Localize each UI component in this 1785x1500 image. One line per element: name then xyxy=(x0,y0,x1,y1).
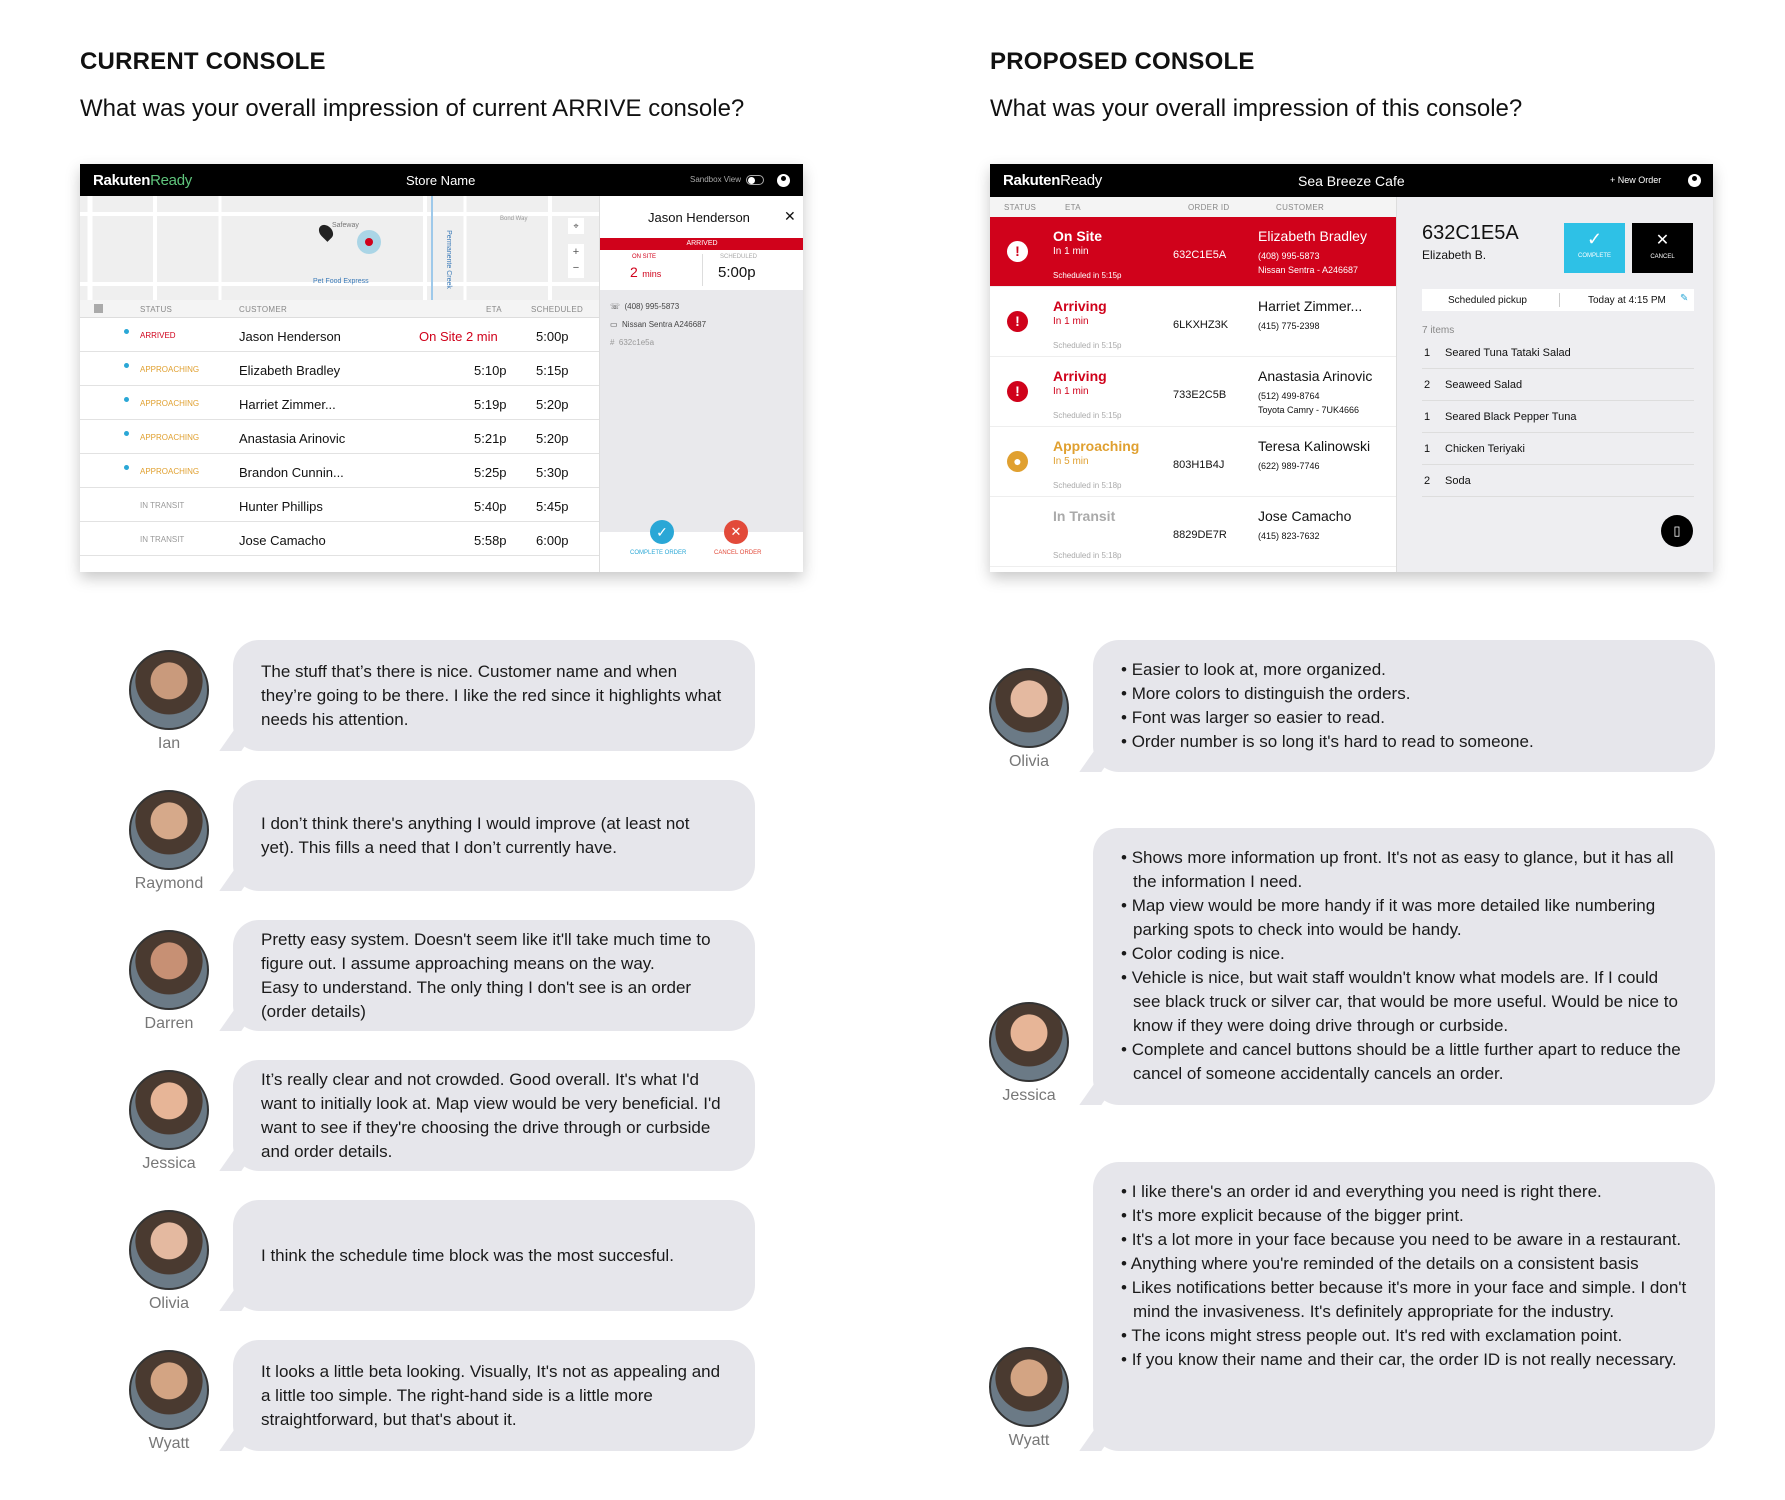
row-customer: Elizabeth Bradley xyxy=(1258,228,1367,244)
row-status: IN TRANSIT xyxy=(140,535,185,544)
row-scheduled: Scheduled in 5:15p xyxy=(1053,411,1122,420)
row-eta: 5:10p xyxy=(474,363,507,378)
row-scheduled: 6:00p xyxy=(536,533,569,548)
feedback-text: I don’t think there's anything I would improve (at least not yet). This fills a need that I don’t currently have. xyxy=(261,813,690,857)
row-status: In Transit xyxy=(1053,508,1116,524)
list-item xyxy=(1422,337,1694,369)
row-scheduled: 5:00p xyxy=(536,329,569,344)
logo: RakutenReady xyxy=(93,172,192,189)
map-label-safeway: Safeway xyxy=(332,222,359,229)
row-phone: (408) 995-5873 xyxy=(1258,251,1320,261)
current-console-screenshot xyxy=(80,164,803,572)
row-status: APPROACHING xyxy=(140,433,200,442)
avatar xyxy=(989,1002,1069,1082)
avatar xyxy=(129,650,209,730)
row-status: ARRIVED xyxy=(140,331,176,340)
proposed-table-header xyxy=(990,197,1396,217)
row-car: Nissan Sentra - A246687 xyxy=(1258,265,1359,275)
row-status: On Site xyxy=(1053,228,1103,244)
feedback-bullet: • Order number is so long it's hard to read to someone. xyxy=(1121,730,1689,754)
participant-name: Olivia xyxy=(148,1295,189,1312)
detail-times xyxy=(600,250,803,290)
current-topbar xyxy=(80,164,803,196)
map-zoom-controls[interactable]: + − xyxy=(568,244,584,278)
status-alert-icon: ! xyxy=(1007,311,1028,332)
status-dot xyxy=(124,465,129,470)
map-locate-icon[interactable]: ⌖ xyxy=(568,218,584,234)
order-row[interactable] xyxy=(990,357,1396,427)
status-dot xyxy=(124,397,129,402)
car-icon: ▭ xyxy=(610,320,618,329)
map-label-pet-food: Pet Food Express xyxy=(313,278,369,285)
row-customer: Harriet Zimmer... xyxy=(239,397,336,412)
order-row[interactable] xyxy=(990,497,1396,567)
row-eta: In 5 min xyxy=(1053,456,1089,467)
row-scheduled: 5:20p xyxy=(536,431,569,446)
table-row[interactable] xyxy=(80,352,599,386)
cancel-order-button[interactable]: CANCEL ORDER xyxy=(714,550,762,556)
cancel-button[interactable]: ✕ CANCEL xyxy=(1632,223,1693,273)
current-question: What was your overall impression of current ARRIVE console? xyxy=(80,95,745,122)
scheduled-value: 5:00p xyxy=(718,264,756,281)
pickup-label: Scheduled pickup xyxy=(1448,295,1527,306)
item-name: Chicken Teriyaki xyxy=(1445,443,1525,455)
item-qty: 1 xyxy=(1424,347,1431,359)
col-eta: ETA xyxy=(486,305,502,314)
row-phone: (415) 823-7632 xyxy=(1258,531,1320,541)
feedback-bubble xyxy=(1093,828,1715,1105)
row-customer: Jose Camacho xyxy=(239,533,326,548)
avatar xyxy=(129,1350,209,1430)
items-count: 7 items xyxy=(1422,325,1455,336)
feedback-bullets xyxy=(1121,658,1689,754)
feedback-bubble xyxy=(233,920,755,1031)
scheduled-label: SCHEDULED xyxy=(720,254,758,260)
feedback-bullet: • Likes notifications better because it's more in your face and simple. I don't mind the invasiveness. It's definitely appropriate for the industry. xyxy=(1121,1276,1689,1324)
row-eta: 5:19p xyxy=(474,397,507,412)
participant-name: Jessica xyxy=(142,1155,196,1172)
user-icon[interactable] xyxy=(777,174,790,187)
row-customer: Brandon Cunnin... xyxy=(239,465,344,480)
col-order-id: ORDER ID xyxy=(1188,203,1230,212)
feedback-bullets xyxy=(1121,1180,1689,1372)
feedback-bubble xyxy=(233,1340,755,1451)
list-item xyxy=(1422,465,1694,497)
feedback-text: Pretty easy system. Doesn't seem like it'll take much time to figure out. I assume approaching means on the way. Easy to understand. The only thing I don't see is an order (order details) xyxy=(261,929,711,1021)
row-status: APPROACHING xyxy=(140,365,200,374)
feedback-text: The stuff that’s there is nice. Customer name and when they’re going to be there. I like the red since it highlights what needs his attention. xyxy=(261,661,722,729)
feedback-bullet: • More colors to distinguish the orders. xyxy=(1121,682,1689,706)
avatar xyxy=(129,930,209,1010)
map-label-creek: Permanente Creek xyxy=(444,230,452,289)
item-qty: 2 xyxy=(1424,475,1431,487)
map[interactable] xyxy=(80,196,599,300)
cancel-x-icon[interactable]: ✕ xyxy=(724,520,748,544)
row-scheduled: 5:20p xyxy=(536,397,569,412)
onsite-value: 2 mins xyxy=(630,264,662,280)
feedback-bubble xyxy=(233,1200,755,1311)
row-order-id: 8829DE7R xyxy=(1173,529,1227,541)
participant-name: Olivia xyxy=(1008,753,1049,770)
feedback-bullet: • Complete and cancel buttons should be a little further apart to reduce the cancel of someone accidentally cancels an order. xyxy=(1121,1038,1689,1086)
row-status: Arriving xyxy=(1053,298,1107,314)
detail-car: ▭ Nissan Sentra A246687 xyxy=(610,320,707,329)
table-row[interactable] xyxy=(80,420,599,454)
phone-icon: ☏ xyxy=(610,302,621,311)
close-icon[interactable]: ✕ xyxy=(784,208,796,224)
table-row[interactable] xyxy=(80,386,599,420)
row-eta: 5:25p xyxy=(474,465,507,480)
feedback-bullet: • Shows more information up front. It's not as easy to glance, but it has all the information I need. xyxy=(1121,846,1689,894)
participant-name: Raymond xyxy=(134,875,204,892)
row-customer: Elizabeth Bradley xyxy=(239,363,341,378)
order-row[interactable] xyxy=(990,427,1396,497)
order-row[interactable] xyxy=(990,217,1396,287)
row-scheduled: 5:30p xyxy=(536,465,569,480)
row-customer: Hunter Phillips xyxy=(239,499,323,514)
pickup-time: Today at 4:15 PM xyxy=(1588,295,1666,306)
order-row[interactable] xyxy=(990,287,1396,357)
item-name: Soda xyxy=(1445,475,1471,487)
proposed-topbar xyxy=(990,164,1713,197)
detail-actions xyxy=(600,524,803,572)
item-qty: 1 xyxy=(1424,443,1431,455)
row-scheduled: Scheduled in 5:15p xyxy=(1053,341,1122,350)
new-order-button[interactable]: + New Order xyxy=(1610,175,1662,185)
row-phone: (512) 499-8764 xyxy=(1258,391,1320,401)
item-qty: 2 xyxy=(1424,379,1431,391)
order-table xyxy=(80,318,599,572)
order-detail-panel xyxy=(599,196,803,572)
participant-name: Wyatt xyxy=(148,1435,190,1452)
participant-name: Wyatt xyxy=(1008,1432,1050,1449)
hash-icon: # xyxy=(610,338,615,347)
feedback-text: It looks a little beta looking. Visually, It's not as appealing and a little too simple. The right-hand side is a little more straightforward, but that's about it. xyxy=(261,1361,721,1429)
feedback-bullet: • It's more explicit because of the bigger print. xyxy=(1121,1204,1689,1228)
feedback-bullet: • The icons might stress people out. It's red with exclamation point. xyxy=(1121,1324,1689,1348)
row-order-id: 803H1B4J xyxy=(1173,459,1225,471)
detail-customer-name: Jason Henderson xyxy=(648,210,750,225)
table-row[interactable] xyxy=(80,488,599,522)
table-row[interactable] xyxy=(80,318,599,352)
participant-name: Ian xyxy=(157,735,181,752)
scheduled-pickup xyxy=(1422,289,1694,311)
feedback-bubble xyxy=(233,780,755,891)
row-scheduled: 5:45p xyxy=(536,499,569,514)
row-scheduled: Scheduled in 5:18p xyxy=(1053,551,1122,560)
feedback-bullet: • Anything where you're reminded of the details on a consistent basis xyxy=(1121,1252,1689,1276)
row-eta: In 1 min xyxy=(1053,316,1089,327)
col-customer: CUSTOMER xyxy=(1276,203,1325,212)
col-scheduled: SCHEDULED xyxy=(531,305,584,314)
avatar xyxy=(129,790,209,870)
feedback-bubble xyxy=(1093,640,1715,772)
row-customer: Teresa Kalinowski xyxy=(1258,438,1371,454)
feedback-bullet: • It's a lot more in your face because you need to be aware in a restaurant. xyxy=(1121,1228,1689,1252)
col-eta: ETA xyxy=(1065,203,1081,212)
row-eta: In 1 min xyxy=(1053,246,1089,257)
row-status: Approaching xyxy=(1053,438,1140,454)
row-customer: Anastasia Arinovic xyxy=(239,431,346,446)
proposed-console-screenshot xyxy=(990,164,1713,572)
proposed-detail-panel xyxy=(1396,197,1713,572)
item-name: Seaweed Salad xyxy=(1445,379,1523,391)
proposed-order-list xyxy=(990,217,1410,572)
item-name: Seared Tuna Tataki Salad xyxy=(1445,347,1571,359)
store-name: Sea Breeze Cafe xyxy=(1298,173,1405,189)
participant-name: Jessica xyxy=(1002,1087,1056,1104)
detail-phone: ☏ (408) 995-5873 xyxy=(610,302,680,311)
feedback-bullet: • Map view would be more handy if it was more detailed like numbering parking spots to check into would be handy. xyxy=(1121,894,1689,942)
feedback-bubble xyxy=(233,640,755,751)
col-customer: CUSTOMER xyxy=(239,305,288,314)
map-toggle-icon[interactable] xyxy=(94,304,103,313)
row-status: APPROACHING xyxy=(140,467,200,476)
proposed-question: What was your overall impression of this console? xyxy=(990,95,1523,122)
sandbox-label: Sandbox View xyxy=(690,175,741,184)
row-eta: In 1 min xyxy=(1053,386,1089,397)
row-eta: 5:58p xyxy=(474,533,507,548)
row-scheduled: Scheduled in 5:15p xyxy=(1053,271,1122,280)
feedback-text: I think the schedule time block was the most succesful. xyxy=(261,1245,674,1265)
feedback-text: It’s really clear and not crowded. Good overall. It's what I'd want to initially look at. Map view would be very beneficial. I'd want to see if they're choosing the drive through or curbside and order details. xyxy=(261,1069,721,1161)
table-row[interactable] xyxy=(80,522,599,556)
col-status: STATUS xyxy=(140,305,173,314)
complete-check-icon[interactable]: ✓ xyxy=(650,520,674,544)
col-status: STATUS xyxy=(1004,203,1037,212)
list-item xyxy=(1422,369,1694,401)
row-order-id: 6LKXHZ3K xyxy=(1173,319,1229,331)
sandbox-toggle[interactable] xyxy=(746,175,764,185)
row-order-id: 733E2C5B xyxy=(1173,389,1227,401)
row-customer: Jose Camacho xyxy=(1258,508,1352,524)
status-dot xyxy=(124,329,129,334)
feedback-bullets xyxy=(1121,846,1689,1086)
row-scheduled: Scheduled in 5:18p xyxy=(1053,481,1122,490)
feedback-bullet: • If you know their name and their car, the order ID is not really necessary. xyxy=(1121,1348,1689,1372)
avatar xyxy=(989,668,1069,748)
table-header xyxy=(80,300,599,318)
item-qty: 1 xyxy=(1424,411,1431,423)
row-car: Toyota Camry - 7UK4666 xyxy=(1258,405,1360,415)
complete-order-button[interactable]: COMPLETE ORDER xyxy=(630,550,687,556)
detail-customer-name: Elizabeth B. xyxy=(1422,248,1487,262)
current-heading: CURRENT CONSOLE xyxy=(80,48,326,75)
row-eta: 5:21p xyxy=(474,431,507,446)
close-icon: ✕ xyxy=(1655,232,1670,249)
feedback-bullet: • Easier to look at, more organized. xyxy=(1121,658,1689,682)
onsite-label: ON SITE xyxy=(632,254,657,260)
avatar xyxy=(129,1210,209,1290)
row-eta: On Site 2 min xyxy=(419,329,498,344)
feedback-bullet: • Font was larger so easier to read. xyxy=(1121,706,1689,730)
status-alert-icon: ! xyxy=(1007,241,1028,262)
status-alert-icon: ● xyxy=(1007,451,1028,472)
map-icon[interactable]: ▯ xyxy=(1661,515,1693,547)
edit-pencil-icon[interactable]: ✎ xyxy=(1680,293,1689,304)
feedback-bubble xyxy=(1093,1162,1715,1451)
avatar xyxy=(989,1347,1069,1427)
check-icon: ✓ xyxy=(1586,229,1603,249)
feedback-bullet: • Vehicle is nice, but wait staff wouldn't know what models are. If I could see black truck or silver car, that would be more useful. Would be nice to know if they were doing drive through or curbside. xyxy=(1121,966,1689,1038)
row-customer: Jason Henderson xyxy=(239,329,341,344)
row-customer: Anastasia Arinovic xyxy=(1258,368,1373,384)
detail-order-id: 632C1E5A xyxy=(1422,222,1519,244)
row-order-id: 632C1E5A xyxy=(1173,249,1227,261)
feedback-bullet: • I like there's an order id and everything you need is right there. xyxy=(1121,1180,1689,1204)
item-name: Seared Black Pepper Tuna xyxy=(1445,411,1577,423)
status-alert-icon: ! xyxy=(1007,381,1028,402)
row-phone: (622) 989-7746 xyxy=(1258,461,1320,471)
detail-header xyxy=(600,196,803,238)
list-item xyxy=(1422,433,1694,465)
row-status: IN TRANSIT xyxy=(140,501,185,510)
detail-order-id: # 632c1e5a xyxy=(610,338,655,347)
avatar xyxy=(129,1070,209,1150)
participant-name: Darren xyxy=(144,1015,194,1032)
row-eta: 5:40p xyxy=(474,499,507,514)
proposed-heading: PROPOSED CONSOLE xyxy=(990,48,1255,75)
detail-state-banner: ARRIVED xyxy=(600,238,803,250)
feedback-bubble xyxy=(233,1060,755,1171)
list-item xyxy=(1422,401,1694,433)
status-dot xyxy=(124,431,129,436)
complete-button[interactable]: ✓ COMPLETE xyxy=(1564,223,1625,273)
store-name: Store Name xyxy=(406,173,476,188)
row-status: Arriving xyxy=(1053,368,1107,384)
map-label-bond: Bond Way xyxy=(500,216,528,222)
user-icon[interactable] xyxy=(1688,174,1701,187)
row-scheduled: 5:15p xyxy=(536,363,569,378)
customer-location-marker xyxy=(357,230,381,254)
feedback-bullet: • Color coding is nice. xyxy=(1121,942,1689,966)
row-phone: (415) 775-2398 xyxy=(1258,321,1320,331)
status-dot xyxy=(124,363,129,368)
table-row[interactable] xyxy=(80,454,599,488)
row-customer: Harriet Zimmer... xyxy=(1258,298,1363,314)
logo: RakutenReady xyxy=(1003,172,1102,189)
row-status: APPROACHING xyxy=(140,399,200,408)
